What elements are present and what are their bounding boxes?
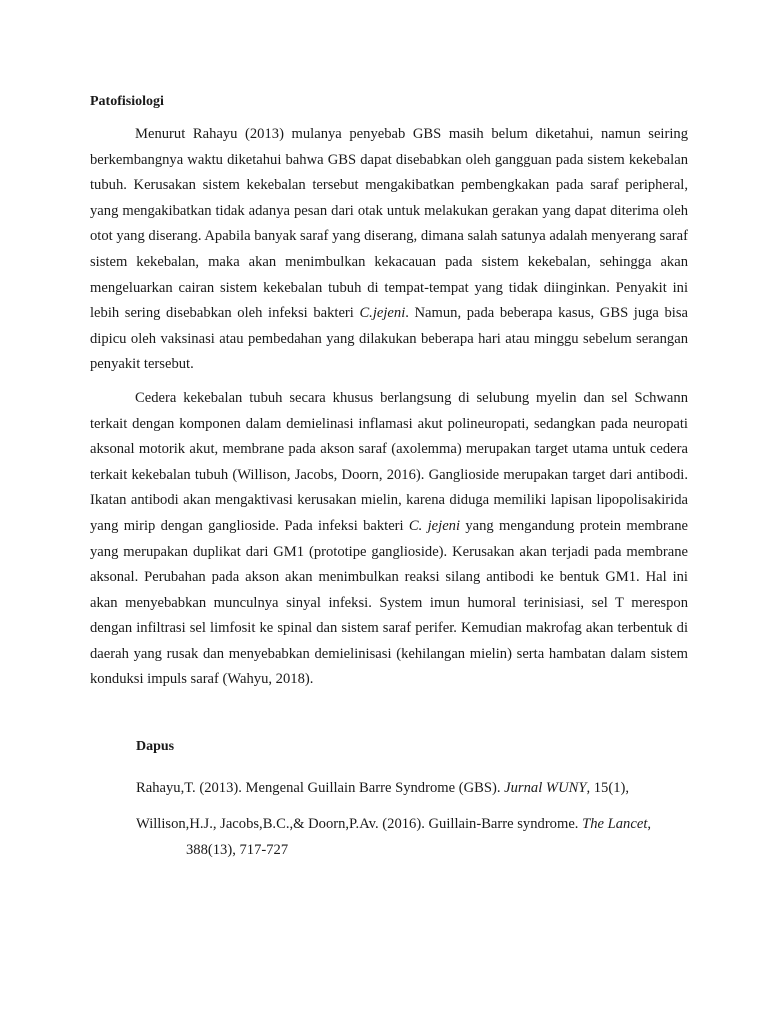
- reference-text-b: , 15(1),: [586, 780, 630, 797]
- paragraph-2-text-a: Cedera kekebalan tubuh secara khusus berlangsung di selubung myelin dan sel Schwann terkait dengan komponen dalam demielinasi inflamasi akut polineuropati, sedangkan pada neuropati aksonal motorik akut, membrane pada akson saraf (axolemma) merupakan target utama untuk cedera terkait kekebalan tubuh (Willison, Jacobs, Doorn, 2016). Ganglioside merupakan target dari antibodi. Ikatan antibodi akan mengaktivasi kerusakan mielin, karena diduga memiliki lapisan lipopolisakirida yang mirip dengan ganglioside. Pada infeksi bakteri: [90, 389, 688, 534]
- reference-italic: The Lancet: [582, 816, 648, 833]
- reference-italic: Jurnal WUNY: [504, 780, 587, 797]
- section-title: Patofisiologi: [90, 94, 164, 109]
- paragraph-2-italic: C. jejeni: [408, 517, 461, 534]
- references-title: Dapus: [136, 739, 175, 755]
- paragraph-1-italic: C.jejeni: [359, 305, 406, 322]
- reference-text-a: Willison,H.J., Jacobs,B.C.,& Doorn,P.Av. (2016). Guillain-Barre syndrome.: [136, 816, 583, 833]
- paragraph-1: [90, 122, 688, 378]
- reference-item: [136, 811, 688, 863]
- reference-text-a: Rahayu,T. (2013). Mengenal Guillain Barre Syndrome (GBS).: [136, 780, 505, 797]
- references-section: [90, 737, 688, 863]
- paragraph-1-text-a: Menurut Rahayu (2013) mulanya penyebab GBS masih belum diketahui, namun seiring berkembangnya waktu diketahui bahwa GBS dapat disebabkan oleh gangguan pada sistem kekebalan tubuh. Kerusakan sistem kekebalan tersebut mengakibatkan pembengkakan pada saraf peripheral, yang mengakibatkan tidak adanya pesan dari otak untuk melakukan gerakan yang dapat diterima oleh otot yang diserang. Apabila banyak saraf yang diserang, dimana salah satunya adalah menyerang saraf sistem kekebalan, maka akan menimbulkan kekacauan pada sistem kekebalan, sehingga akan mengeluarkan cairan sistem kekebalan tubuh di tempat-tempat yang tidak diinginkan. Penyakit ini lebih sering disebabkan oleh infeksi bakteri: [90, 126, 688, 322]
- reference-item: [136, 775, 688, 801]
- reference-text-b: , 388(13), 717-727: [186, 816, 652, 859]
- paragraph-1-text-b: . Namun, pada beberapa kasus, GBS juga bisa dipicu oleh vaksinasi atau pembedahan yang dilakukan beberapa hari atau minggu sebelum serangan penyakit tersebut.: [90, 305, 689, 373]
- paragraph-2-text-b: yang mengandung protein membrane yang merupakan duplikat dari GM1 (prototipe ganglioside). Kerusakan akan terjadi pada membrane aksonal. Perubahan pada akson akan menimbulkan reaksi silang antibodi ke bentuk GM1. Hal ini akan menyebabkan munculnya sinyal infeksi. System imun humoral terinisiasi, sel T merespon dengan infiltrasi sel limfosit ke spinal dan sistem saraf perifer. Kemudian makrofag akan terbentuk di daerah yang rusak dan menyebabkan demielinisasi (kehilangan mielin) serta hambatan dalam sistem konduksi impuls saraf (Wahyu, 2018).: [90, 517, 688, 688]
- paragraph-2: [90, 386, 688, 693]
